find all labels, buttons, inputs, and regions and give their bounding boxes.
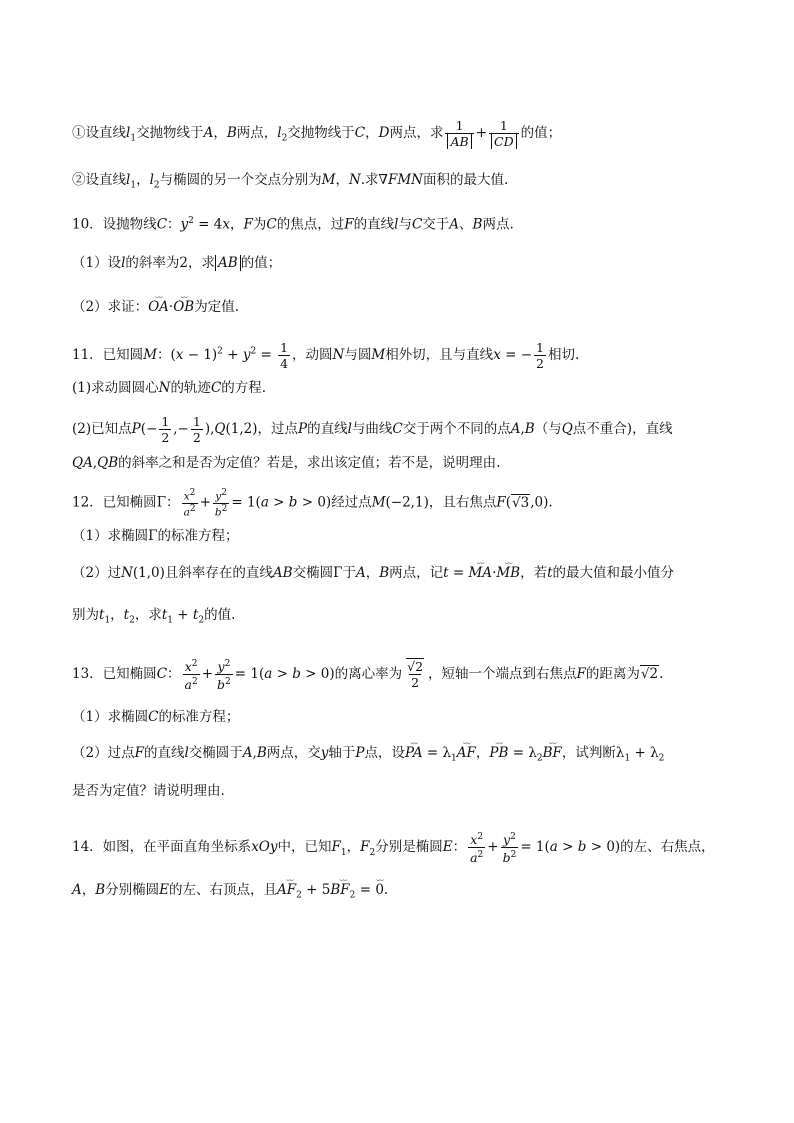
question-10: 10．设抛物线C：$y^2 = 4x$，F为C的焦点，过F的直线l与C交于A、B两点.: [72, 216, 514, 233]
problem-part-2: ②设直线$l_1$，$l_2$与椭圆的另一个交点分别为M，N.求∇FMN面积的最大值.: [72, 172, 509, 191]
question-11-part-2: (2)已知点P(− $\frac{1}{2}$ ,− $\frac{1}{2}$ ),Q(1,2)，过点P的直线l与曲线C交于两个不同的点A,B（与Q点不重合)，直线 QA,QB的斜率之和是否为定值？若是，求出该定值；若不是，说明理由.: [72, 414, 673, 471]
question-13-part-2: （2）过点F的直线l交椭圆于A,B两点，交y轴于P点，设⌣⌣ PA = $\lambda_1⌣⌣$ AF，⌣⌣ PB = $\lambda_2⌣⌣$ BF，试判断$\lambda_1 + \lambda_2$: [72, 743, 734, 769]
fraction: $\frac{1}{CD}$: [489, 118, 519, 149]
fraction: $\frac{y^2}{b^2}$: [502, 832, 517, 866]
question-12: 12．已知椭圆Γ： $\frac{x^2}{a^2}$ + $\frac{y^2}{b^2}$ = 1(a > b > 0)经过点M(−2,1)，且右焦点F(√3,0).: [72, 488, 553, 518]
question-12-part-2: （2）过N(1,0)且斜率存在的直线AB交椭圆Γ于A，B两点，记t = ⌣⌣ MA·⌣⌣ MB，若t的最大值和最小值分: [72, 563, 734, 583]
fraction: $\frac{x^2}{a^2}$: [184, 659, 198, 693]
question-13-part-2-cont: 是否为定值？请说明理由.: [72, 783, 225, 799]
fraction: $\frac{1}{4}$: [280, 340, 289, 371]
fraction: $\frac{1}{2}$: [161, 414, 170, 445]
question-12-part-2-cont: 别为$t_1$，$t_2$，求$t_1 + t_2$的值.: [72, 607, 236, 626]
question-14-cont: A，B分别椭圆E的左、右顶点，且⌣⌣ $AF_2$ + 5⌣⌣ $BF_2$ = ⌣⌣ 0.: [72, 880, 734, 906]
fraction: $\frac{1}{2}$: [536, 340, 544, 371]
question-10-part-1: （1）设l的斜率为2，求 AB 的值；: [72, 255, 282, 271]
fraction: $\frac{x^2}{a^2}$: [470, 832, 484, 866]
question-12-part-1: （1）求椭圆Γ的标准方程；: [72, 528, 239, 544]
fraction: $\frac{x^2}{a^2}$: [183, 488, 196, 518]
question-11-part-1: (1)求动圆圆心N的轨迹C的方程.: [72, 380, 267, 396]
fraction: $\frac{√2}{2}$: [407, 659, 424, 691]
fraction: $\frac{y^2}{b^2}$: [214, 488, 228, 518]
problem-part-1: ①设直线$l_1$交抛物线于A，B两点，$l_2$交抛物线于C，D两点，求 $\frac{1}{AB}$ + $\frac{1}{CD}$ 的值；: [72, 118, 562, 149]
question-10-part-2: （2）求证：⌣⌣ OA·⌣⌣ OB为定值.: [72, 297, 734, 317]
fraction: $\frac{y^2}{b^2}$: [217, 659, 231, 693]
fraction: $\frac{1}{AB}$: [445, 118, 473, 149]
question-14: 14．如图，在平面直角坐标系xOy中，已知$F_1$，$F_2$分别是椭圆E： $\frac{x^2}{a^2}$ + $\frac{y^2}{b^2}$ = 1(a > b > 0)的左、右焦点，: [72, 832, 715, 866]
question-11: 11．已知圆M：$(x - 1)^2 + y^2$ = $\frac{1}{4}$ ，动圆N与圆M相外切，且与直线x = − $\frac{1}{2}$ 相切.: [72, 340, 580, 371]
question-13-part-1: （1）求椭圆C的标准方程；: [72, 709, 240, 725]
fraction: $\frac{1}{2}$: [192, 414, 201, 445]
question-13: 13．已知椭圆C： $\frac{x^2}{a^2}$ + $\frac{y^2}{b^2}$ = 1(a > b > 0)的离心率为 $\frac{√2}{2}$ ，短轴一个端点到右焦点F的距离为√2.: [72, 659, 664, 693]
